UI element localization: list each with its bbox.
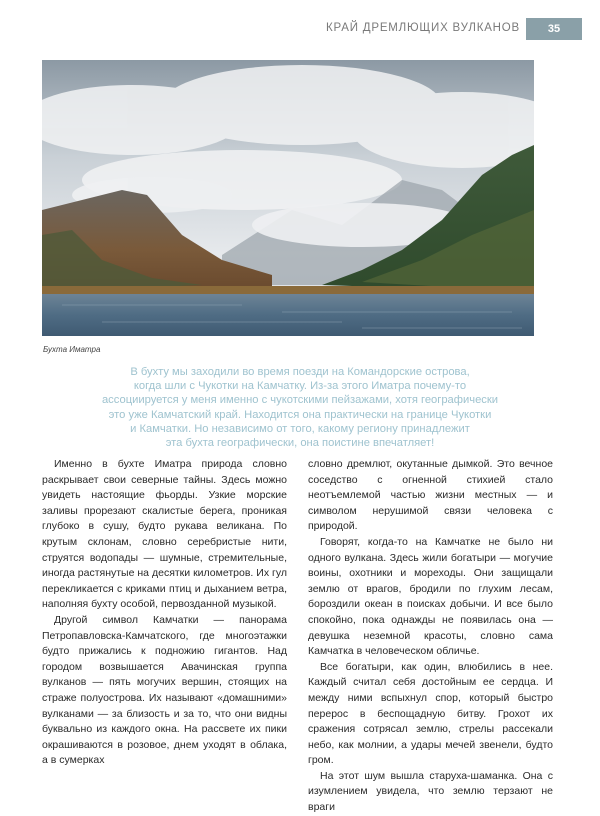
lead-line: эта бухта географически, она поистине впечатляет! — [165, 437, 435, 450]
lead-line: и Камчатки. Но независимо от того, какому региону принадлежит — [130, 422, 470, 435]
paragraph: Именно в бухте Иматра природа словно раскрывает свои северные тайны. Здесь можно увидеть настоящие фьорды. Узкие морские заливы прорезают скалистые берега, проникая глубоко в сушу, будто рукава великана. По крутым склонам, словно серебристые нити, струятся водопады — шумные, стремительные, иногда растянутые на десятки километров. Их гул перекликается с криками птиц и дыханием ветра, наполняя бухту особой, первозданной музыкой. — [42, 458, 287, 611]
lead-line: ассоциируется у меня именно с чукотскими пейзажами, хотя географически — [101, 394, 499, 407]
lead-quote — [60, 365, 540, 450]
lead-line: В бухту мы заходили во время поезди на Командорские острова, — [130, 366, 470, 378]
bay-water — [42, 294, 534, 336]
text-column-left — [42, 457, 287, 769]
running-header — [0, 18, 600, 40]
paragraph: Говорят, когда-то на Камчатке не было ни одного вулкана. Здесь жили богатыри — могучие воины, охотники и мореходы. Они защищали землю от врагов, бродили по глухим лесам, бороздили океан в поисках добычи. И все было спокойно, пока однажды не появилась она — девушка неземной красоты, словно сама Камчатка в человеческом обличье. — [308, 535, 553, 658]
chapter-title: КРАЙ ДРЕМЛЮЩИХ ВУЛКАНОВ — [326, 22, 520, 34]
paragraph: Все богатыри, как один, влюбились в нее. Каждый считал себя достойным ее сердца. И между ними вспыхнул спор, который быстро перерос в беспощадную битву. Грохот их сражения сотрясал землю, стрелы рассекали небо, как молнии, а удары мечей звенели, будто гром. — [308, 660, 553, 767]
lead-line: это уже Камчатский край. Находится она практически на границе Чукотки — [108, 408, 492, 421]
paragraph: словно дремлют, окутанные дымкой. Это вечное соседство с огненной стихией стало неотъемлемой частью жизни местных — и символом нерушимой связи человека с природой. — [308, 458, 553, 533]
page-number-badge: 35 — [526, 18, 582, 40]
paragraph: Другой символ Камчатки — панорама Петропавловска-Камчатского, где многоэтажки будто прижались к подножию гигантов. Над городом возвышается Авачинская группа вулканов — пять могучих вершин, стоящих на страже полуострова. Их называют «домашними» вулканами — за близость и за то, что они видны буквально из каждого окна. На рассвете их пики окрашиваются в розовое, днем уходят в облака, а в сумерках — [42, 613, 287, 767]
shoreline — [42, 286, 534, 294]
paragraph: На этот шум вышла старуха-шаманка. Она с изумлением увидела, что землю терзают не враги — [308, 769, 553, 814]
photo-caption: Бухта Иматра — [43, 345, 101, 354]
landscape-photo — [42, 60, 534, 336]
lead-line: когда шли с Чукотки на Камчатку. Из-за этого Иматра почему-то — [133, 380, 467, 393]
text-column-right — [308, 457, 553, 816]
